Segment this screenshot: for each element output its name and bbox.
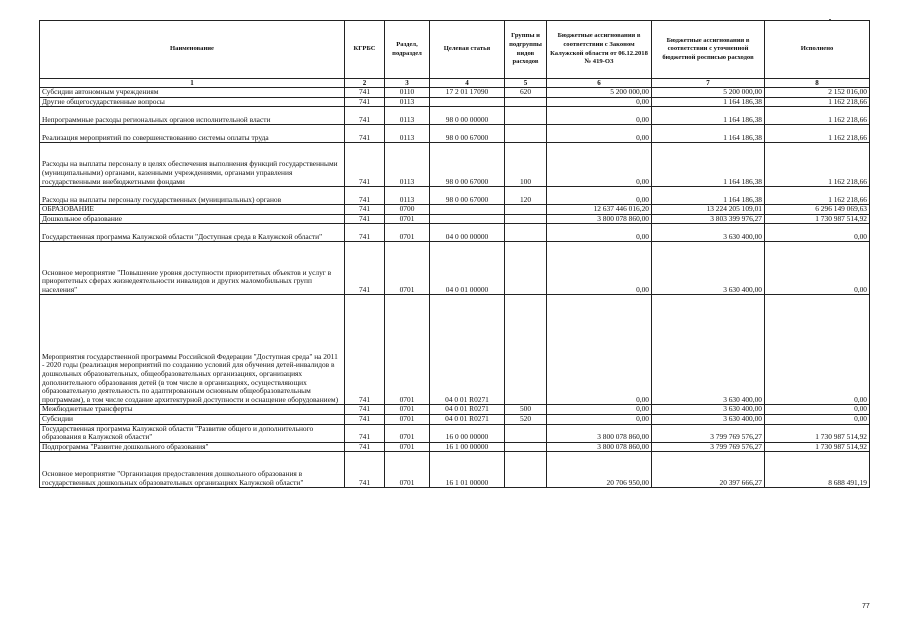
cell-group: [505, 205, 547, 215]
cell-group: [505, 242, 547, 295]
cell-kgrbs: 741: [345, 414, 385, 424]
table-row: [40, 224, 870, 242]
cell-refined-alloc: 20 397 666,27: [652, 452, 765, 488]
table-header: [40, 21, 870, 88]
cell-group: [505, 107, 547, 125]
cell-law-alloc: 0,00: [547, 97, 652, 107]
cell-law-alloc: 0,00: [547, 295, 652, 405]
header-executed: Исполнено: [765, 21, 870, 79]
cell-refined-alloc: 3 630 400,00: [652, 295, 765, 405]
cell-refined-alloc: 13 224 205 109,01: [652, 205, 765, 215]
table-row: [40, 97, 870, 107]
cell-executed: 0,00: [765, 405, 870, 415]
cell-group: [505, 295, 547, 405]
cell-target: 04 0 01 R0271: [430, 295, 505, 405]
cell-group: 120: [505, 187, 547, 205]
column-number: 5: [505, 79, 547, 88]
cell-kgrbs: 741: [345, 442, 385, 452]
cell-executed: 1 730 987 514,92: [765, 442, 870, 452]
cell-kgrbs: 741: [345, 424, 385, 442]
cell-law-alloc: 0,00: [547, 405, 652, 415]
cell-name: Другие общегосударственные вопросы: [40, 97, 345, 107]
cell-target: 04 0 01 00000: [430, 242, 505, 295]
column-number: 4: [430, 79, 505, 88]
table-row: [40, 295, 870, 405]
cell-kgrbs: 741: [345, 187, 385, 205]
cell-section: 0113: [385, 125, 430, 143]
cell-section: 0701: [385, 405, 430, 415]
cell-kgrbs: 741: [345, 205, 385, 215]
cell-executed: 8 688 491,19: [765, 452, 870, 488]
cell-section: 0700: [385, 205, 430, 215]
cell-section: 0113: [385, 107, 430, 125]
cell-target: 98 0 00 67000: [430, 187, 505, 205]
cell-refined-alloc: 3 799 769 576,27: [652, 442, 765, 452]
cell-target: 98 0 00 00000: [430, 107, 505, 125]
cell-kgrbs: 741: [345, 88, 385, 98]
cell-target: 17 2 01 17090: [430, 88, 505, 98]
cell-target: [430, 214, 505, 224]
table-row: [40, 88, 870, 98]
cell-name: Государственная программа Калужской области "Развитие общего и дополнительного образования в Калужской области": [40, 424, 345, 442]
cell-target: 04 0 01 R0271: [430, 414, 505, 424]
table-body: [40, 88, 870, 488]
cell-kgrbs: 741: [345, 143, 385, 187]
cell-target: 98 0 00 67000: [430, 125, 505, 143]
cell-group: 520: [505, 414, 547, 424]
cell-section: 0113: [385, 143, 430, 187]
cell-section: 0113: [385, 187, 430, 205]
cell-name: Основное мероприятие "Организация предоставления дошкольного образования в государственных дошкольных образовательных организациях Калужской области": [40, 452, 345, 488]
cell-executed: 2 152 016,00: [765, 88, 870, 98]
cell-refined-alloc: 3 630 400,00: [652, 224, 765, 242]
cell-refined-alloc: 3 799 769 576,27: [652, 424, 765, 442]
cell-target: 16 1 01 00000: [430, 452, 505, 488]
cell-group: [505, 214, 547, 224]
column-number: 6: [547, 79, 652, 88]
cell-group: [505, 452, 547, 488]
cell-group: [505, 224, 547, 242]
cell-section: 0701: [385, 414, 430, 424]
cell-refined-alloc: 1 164 186,38: [652, 125, 765, 143]
cell-name: Расходы на выплаты персоналу государственных (муниципальных) органов: [40, 187, 345, 205]
cell-executed: 1 162 218,66: [765, 187, 870, 205]
cell-law-alloc: 0,00: [547, 143, 652, 187]
cell-kgrbs: 741: [345, 242, 385, 295]
cell-name: Непрограммные расходы региональных органов исполнительной власти: [40, 107, 345, 125]
cell-name: Мероприятия государственной программы Российской Федерации "Доступная среда" на 2011 - 2020 годы (реализация мероприятий по созданию условий для обучения детей-инвалидов в дошкольных образовательных, общеобразовательных организациях, организациях дополнительного образования детей (в том числе в организациях, осуществляющих образовательную деятельность по адаптированным основным общеобразовательным программам), в том числе создание архитектурной доступности и оснащение оборудованием): [40, 295, 345, 405]
cell-target: [430, 205, 505, 215]
cell-target: 04 0 01 R0271: [430, 405, 505, 415]
cell-law-alloc: 0,00: [547, 107, 652, 125]
cell-executed: 0,00: [765, 242, 870, 295]
cell-kgrbs: 741: [345, 224, 385, 242]
cell-kgrbs: 741: [345, 405, 385, 415]
cell-name: Основное мероприятие "Повышение уровня доступности приоритетных объектов и услуг в приоритетных сферах жизнедеятельности инвалидов и других маломобильных групп населения": [40, 242, 345, 295]
cell-section: 0701: [385, 242, 430, 295]
cell-law-alloc: 20 706 950,00: [547, 452, 652, 488]
cell-name: Субсидии автономным учреждениям: [40, 88, 345, 98]
table-row: [40, 214, 870, 224]
budget-table-sheet: [39, 20, 869, 488]
table-row: [40, 205, 870, 215]
cell-group: [505, 125, 547, 143]
page-number: 77: [862, 603, 870, 610]
cell-refined-alloc: 3 803 399 976,27: [652, 214, 765, 224]
cell-law-alloc: 5 200 000,00: [547, 88, 652, 98]
column-number: 7: [652, 79, 765, 88]
cell-kgrbs: 741: [345, 107, 385, 125]
cell-group: [505, 424, 547, 442]
column-number: 1: [40, 79, 345, 88]
cell-law-alloc: 0,00: [547, 242, 652, 295]
header-law-alloc: Бюджетные ассигнования в соответствии с Законом Калужской области от 06.12.2018 № 419-ОЗ: [547, 21, 652, 79]
cell-name: ОБРАЗОВАНИЕ: [40, 205, 345, 215]
cell-refined-alloc: 3 630 400,00: [652, 242, 765, 295]
cell-target: 98 0 00 67000: [430, 143, 505, 187]
cell-law-alloc: 0,00: [547, 224, 652, 242]
cell-kgrbs: 741: [345, 452, 385, 488]
column-number-row: [40, 79, 870, 88]
cell-target: [430, 97, 505, 107]
cell-law-alloc: 3 800 078 860,00: [547, 424, 652, 442]
column-number: 2: [345, 79, 385, 88]
header-kgrbs: КГРБС: [345, 21, 385, 79]
cell-refined-alloc: 1 164 186,38: [652, 143, 765, 187]
table-row: [40, 125, 870, 143]
cell-group: 620: [505, 88, 547, 98]
cell-executed: 1 162 218,66: [765, 107, 870, 125]
cell-executed: 0,00: [765, 224, 870, 242]
cell-law-alloc: 3 800 078 860,00: [547, 442, 652, 452]
cell-target: 16 1 00 00000: [430, 442, 505, 452]
cell-section: 0701: [385, 295, 430, 405]
cell-law-alloc: 0,00: [547, 187, 652, 205]
cell-section: 0110: [385, 88, 430, 98]
header-section: Раздел, подраздел: [385, 21, 430, 79]
cell-section: 0113: [385, 97, 430, 107]
header-groups: Группы и подгруппы видов расходов: [505, 21, 547, 79]
column-number: 3: [385, 79, 430, 88]
cell-group: 500: [505, 405, 547, 415]
cell-executed: 0,00: [765, 414, 870, 424]
cell-kgrbs: 741: [345, 214, 385, 224]
cell-group: [505, 442, 547, 452]
cell-refined-alloc: 3 630 400,00: [652, 405, 765, 415]
cell-executed: 1 162 218,66: [765, 125, 870, 143]
cell-kgrbs: 741: [345, 125, 385, 143]
budget-table: [39, 20, 870, 488]
cell-group: [505, 97, 547, 107]
cell-kgrbs: 741: [345, 295, 385, 405]
cell-refined-alloc: 5 200 000,00: [652, 88, 765, 98]
cell-name: Субсидии: [40, 414, 345, 424]
cell-law-alloc: 3 800 078 860,00: [547, 214, 652, 224]
cell-law-alloc: 0,00: [547, 125, 652, 143]
cell-executed: 6 296 149 069,63: [765, 205, 870, 215]
cell-section: 0701: [385, 424, 430, 442]
cell-kgrbs: 741: [345, 97, 385, 107]
table-row: [40, 242, 870, 295]
cell-target: 04 0 00 00000: [430, 224, 505, 242]
cell-law-alloc: 0,00: [547, 414, 652, 424]
table-row: [40, 405, 870, 415]
table-row: [40, 414, 870, 424]
cell-refined-alloc: 1 164 186,38: [652, 107, 765, 125]
cell-executed: 1 162 218,66: [765, 143, 870, 187]
column-number: 8: [765, 79, 870, 88]
cell-name: Государственная программа Калужской области "Доступная среда в Калужской области": [40, 224, 345, 242]
table-row: [40, 452, 870, 488]
cell-section: 0701: [385, 452, 430, 488]
cell-refined-alloc: 1 164 186,38: [652, 187, 765, 205]
header-name: Наименование: [40, 21, 345, 79]
cell-executed: 0,00: [765, 295, 870, 405]
cell-section: 0701: [385, 224, 430, 242]
table-row: [40, 143, 870, 187]
cell-refined-alloc: 1 164 186,38: [652, 97, 765, 107]
table-row: [40, 442, 870, 452]
cell-refined-alloc: 3 630 400,00: [652, 414, 765, 424]
table-row: [40, 107, 870, 125]
cell-section: 0701: [385, 442, 430, 452]
cell-group: 100: [505, 143, 547, 187]
header-target: Целевая статья: [430, 21, 505, 79]
cell-name: Дошкольное образование: [40, 214, 345, 224]
cell-section: 0701: [385, 214, 430, 224]
cell-executed: 1 730 987 514,92: [765, 214, 870, 224]
cell-name: Реализация мероприятий по совершенствованию системы оплаты труда: [40, 125, 345, 143]
cell-law-alloc: 12 637 446 016,20: [547, 205, 652, 215]
header-refined-alloc: Бюджетные ассигнования в соответствии с уточненной бюджетной росписью расходов: [652, 21, 765, 79]
cell-name: Межбюджетные трансферты: [40, 405, 345, 415]
table-row: [40, 424, 870, 442]
cell-executed: 1 730 987 514,92: [765, 424, 870, 442]
table-row: [40, 187, 870, 205]
cell-name: Расходы на выплаты персоналу в целях обеспечения выполнения функций государственными (муниципальными) органами, казенными учреждениями, органами управления государственными внебюджетными фондами: [40, 143, 345, 187]
cell-target: 16 0 00 00000: [430, 424, 505, 442]
cell-executed: 1 162 218,66: [765, 97, 870, 107]
cell-name: Подпрограмма "Развитие дошкольного образования": [40, 442, 345, 452]
